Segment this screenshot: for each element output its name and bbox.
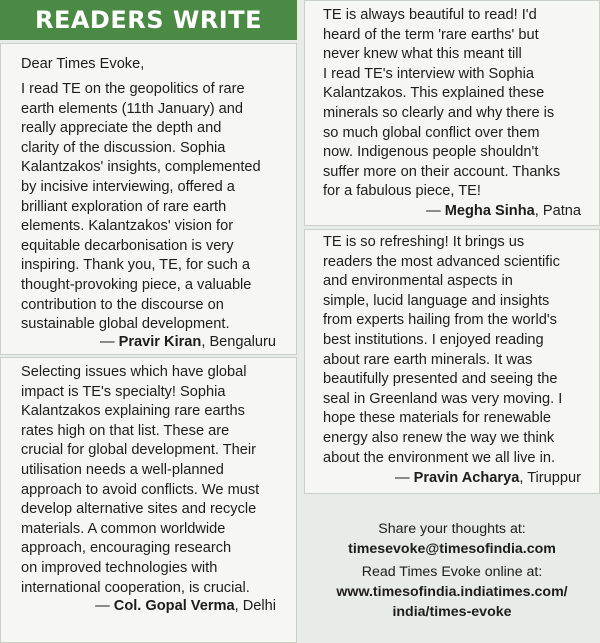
- letter-card-3: [304, 0, 600, 226]
- sig-name: Pravir Kiran: [118, 334, 202, 350]
- online-url-line-1[interactable]: www.timesofindia.indiatimes.com/: [336, 584, 568, 600]
- letter-body: [21, 80, 293, 335]
- letter-body: Selecting issues which have global impact is TE's specialty! Sophia Kalantzakos explaining rare earths rates high on that list. These are crucial for global development. Their utilisation needs a well-planned approach to avoid conflicts. We must develop alternative sites and recycle materials. A common worldwide approach, encouraging research on improved technologies with international cooperation, is crucial.: [21, 364, 260, 596]
- online-url-line-2[interactable]: india/times-evoke: [392, 604, 512, 620]
- sig-place: , Tiruppur: [519, 470, 581, 486]
- letter-body: TE is so refreshing! It brings us readers the most advanced scientific and environmental aspects in simple, lucid language and insights from experts hailing from the world's best institutions. I enjoyed reading about rare earth minerals. It was beautifully presented and seeing the seal in Greenland was very moving. I hope these materials for renewable energy also renew the way we think about the environment we all live in.: [323, 234, 563, 466]
- left-column: [0, 0, 297, 643]
- share-label: Share your thoughts at:: [378, 521, 526, 537]
- sig-dash: —: [394, 470, 414, 486]
- sig-dash: —: [99, 334, 119, 350]
- share-info: [304, 519, 600, 622]
- section-header: READERS WRITE: [0, 0, 297, 40]
- sig-place: , Bengaluru: [201, 334, 276, 350]
- letter-card-2: [0, 357, 297, 643]
- letter-card-4: [304, 229, 600, 494]
- online-label: Read Times Evoke online at:: [361, 564, 543, 580]
- letter-body: TE is always beautiful to read! I'd heard of the term 'rare earths' but never knew what this meant till I read TE's interview with Sophia Kalantzakos. This explained these minerals so clearly and why there is so much global conflict over them now. Indigenous people shouldn't suffer more on their account. Thanks for a fabulous piece, TE!: [323, 7, 561, 200]
- sig-dash: —: [95, 598, 114, 614]
- sig-name: Pravin Acharya: [413, 470, 520, 486]
- sig-place: , Delhi: [234, 598, 276, 614]
- sig-name: Megha Sinha: [444, 203, 535, 219]
- share-email[interactable]: timesevoke@timesofindia.com: [348, 541, 556, 557]
- sig-dash: —: [426, 203, 445, 219]
- letter-signature: [395, 469, 581, 489]
- letter-salutation: Dear Times Evoke,: [21, 56, 145, 72]
- letter-card-1: [0, 43, 297, 355]
- sig-name: Col. Gopal Verma: [113, 598, 235, 614]
- sig-place: , Patna: [534, 203, 581, 219]
- letter-signature: [100, 333, 276, 353]
- letter-body-text: I read TE on the geopolitics of rare earth elements (11th January) and really appreciate the depth and clarity of the discussion. Sophia Kalantzakos' insights, complemented by incisive interviewing, offered a brilliant exploration of rare earth elements. Kalantzakos' vision for equitable decarbonisation is very inspiring. Thank you, TE, for such a thought-provoking piece, a valuable contribution to the discourse on sustainable global development.: [21, 81, 261, 333]
- right-column: [304, 0, 600, 643]
- letter-signature: [95, 597, 276, 617]
- letter-signature: [426, 202, 581, 222]
